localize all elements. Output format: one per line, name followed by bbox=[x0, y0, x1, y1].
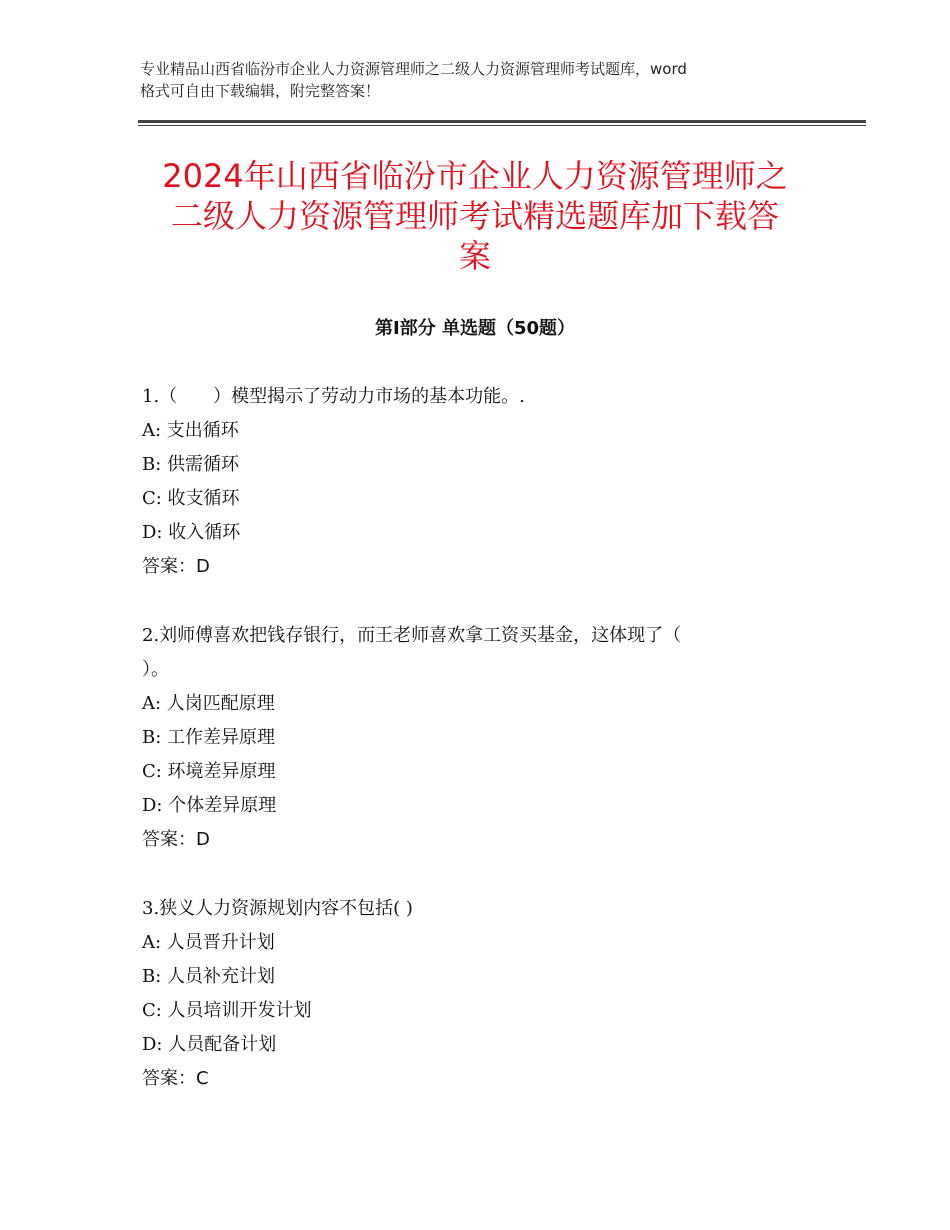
header-note-line-1: 专业精品山西省临汾市企业人力资源管理师之二级人力资源管理师考试题库，word bbox=[140, 60, 687, 78]
title-line-3: 案 bbox=[458, 237, 491, 275]
title-line-1: 2024年山西省临汾市企业人力资源管理师之 bbox=[162, 157, 788, 195]
header-note bbox=[140, 58, 830, 102]
question-3 bbox=[142, 892, 822, 1096]
section-heading: 第Ⅰ部分 单选题（50题） bbox=[374, 318, 575, 339]
title-line-2: 二级人力资源管理师考试精选题库加下载答 bbox=[170, 197, 779, 235]
option-a: A: 人员晋升计划 bbox=[142, 932, 275, 953]
question-1 bbox=[142, 380, 822, 584]
option-c: C: 环境差异原理 bbox=[142, 761, 276, 782]
question-stem-continued: ）。 bbox=[142, 659, 169, 680]
option-a: A: 支出循环 bbox=[142, 420, 239, 441]
option-b: B: 供需循环 bbox=[142, 454, 240, 475]
option-c: C: 收支循环 bbox=[142, 488, 240, 509]
option-c: C: 人员培训开发计划 bbox=[142, 1000, 312, 1021]
option-b: B: 人员补充计划 bbox=[142, 966, 276, 987]
question-2 bbox=[142, 619, 822, 857]
answer: 答案：D bbox=[142, 556, 210, 577]
header-rule-thin bbox=[138, 125, 866, 126]
document-title bbox=[120, 156, 830, 276]
answer: 答案：D bbox=[142, 829, 210, 850]
option-d: D: 个体差异原理 bbox=[142, 795, 277, 816]
header-rule-thick bbox=[138, 120, 866, 123]
question-stem: 2.刘师傅喜欢把钱存银行，而王老师喜欢拿工资买基金，这体现了（ bbox=[142, 625, 682, 646]
header-note-line-2: 格式可自由下载编辑，附完整答案！ bbox=[140, 82, 381, 100]
answer: 答案：C bbox=[142, 1068, 209, 1089]
option-a: A: 人岗匹配原理 bbox=[142, 693, 275, 714]
question-stem: 1.（ ）模型揭示了劳动力市场的基本功能。. bbox=[142, 386, 525, 407]
question-stem: 3.狭义人力资源规划内容不包括( ) bbox=[142, 898, 413, 919]
option-d: D: 人员配备计划 bbox=[142, 1034, 277, 1055]
option-b: B: 工作差异原理 bbox=[142, 727, 276, 748]
option-d: D: 收入循环 bbox=[142, 522, 241, 543]
